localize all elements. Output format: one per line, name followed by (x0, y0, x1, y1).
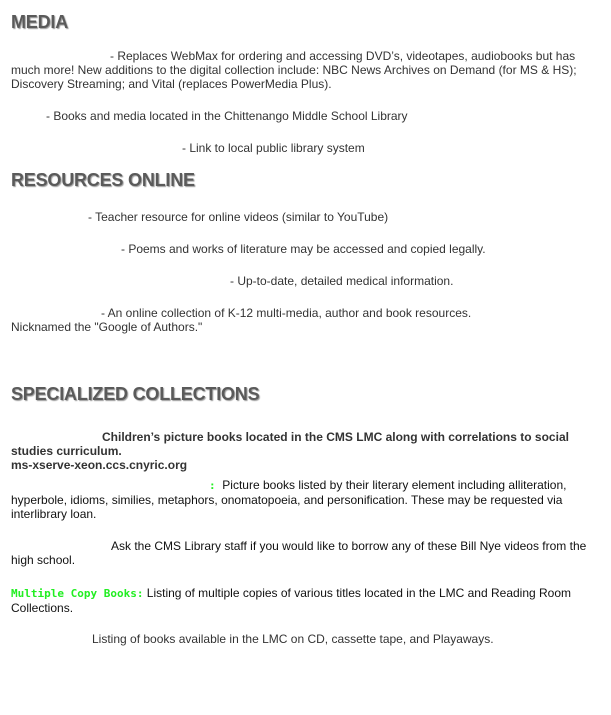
multiple-copy-books-link[interactable]: Multiple Copy Books: (11, 587, 144, 600)
media-paragraph-1 (11, 49, 596, 91)
media-paragraph-3 (11, 141, 596, 155)
specialized-paragraph-5 (11, 632, 596, 646)
resources-paragraph-2-text: - Poems and works of literature may be accessed and copied legally. (121, 242, 486, 256)
specialized-paragraph-3-text: Ask the CMS Library staff if you would like to borrow any of these Bill Nye videos from the high school. (11, 539, 587, 567)
resources-paragraph-1-text: - Teacher resource for online videos (similar to YouTube) (88, 210, 389, 224)
resources-paragraph-3-text: - Up-to-date, detailed medical information. (230, 274, 454, 288)
specialized-colon: : (209, 479, 216, 492)
resources-paragraph-4-text: - An online collection of K-12 multi-media, author and book resources. Nicknamed the "Google of Authors." (11, 306, 472, 334)
media-heading: MEDIA (11, 12, 68, 32)
specialized-paragraph-4-text: Listing of multiple copies of various titles located in the LMC and Reading Room Collections. (11, 586, 572, 615)
specialized-url: ms-xserve-xeon.ccs.cnyric.org (11, 458, 188, 472)
resources-paragraph-4 (11, 306, 511, 334)
specialized-paragraph-2 (11, 478, 596, 521)
specialized-heading: SPECIALIZED COLLECTIONS (11, 384, 260, 404)
resources-paragraph-2 (11, 242, 596, 256)
specialized-paragraph-2-text: Picture books listed by their literary element including alliteration, hyperbole, idioms, similies, metaphors, onomatopoeia, and personification. These may be requested via interlibrary loan. (11, 478, 567, 521)
specialized-paragraph-5-text: Listing of books available in the LMC on CD, cassette tape, and Playaways. (92, 632, 494, 646)
specialized-paragraph-3 (11, 539, 596, 567)
specialized-paragraph-1 (11, 430, 596, 472)
resources-heading: RESOURCES ONLINE (11, 170, 195, 190)
media-paragraph-1-text: - Replaces WebMax for ordering and accessing DVD’s, videotapes, audiobooks but has much more! New additions to the digital collection include: NBC News Archives on Demand (for MS & HS); Discovery Streaming; and Vital (replaces PowerMedia Plus). (11, 49, 577, 91)
media-paragraph-2 (11, 109, 596, 123)
media-paragraph-3-text: - Link to local public library system (182, 141, 365, 155)
resources-paragraph-1 (11, 210, 596, 224)
media-paragraph-2-text: - Books and media located in the Chittenango Middle School Library (46, 109, 408, 123)
resources-paragraph-3 (11, 274, 596, 288)
specialized-paragraph-1-text: Children’s picture books located in the CMS LMC along with correlations to social studies curriculum. (11, 430, 569, 458)
specialized-paragraph-4 (11, 586, 596, 615)
